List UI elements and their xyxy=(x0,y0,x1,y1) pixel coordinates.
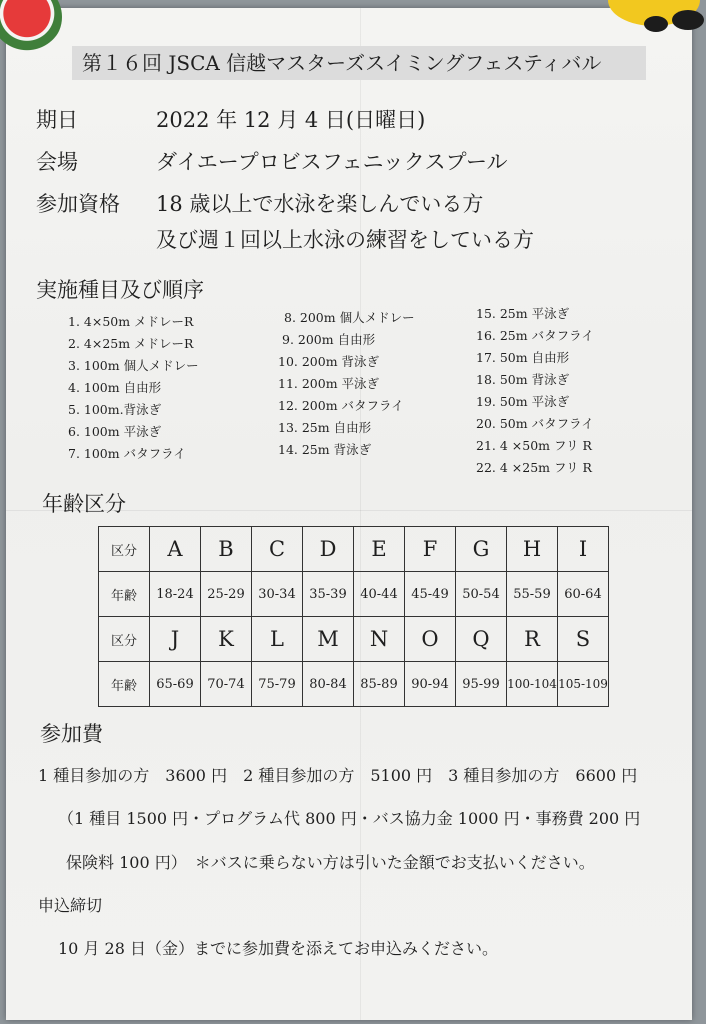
table-row xyxy=(99,527,609,572)
info-venue-value: ダイエープロビスフェニックスプール xyxy=(156,150,508,174)
category-cell: L xyxy=(252,617,303,662)
page-title: 第１６回 JSCA 信越マスターズスイミングフェスティバル xyxy=(72,46,646,80)
category-cell: B xyxy=(201,527,252,572)
category-cell: G xyxy=(456,527,507,572)
event-item: 6. 100m 平泳ぎ xyxy=(68,424,162,439)
age-range-cell: 85-89 xyxy=(354,662,405,707)
fee-line-3: 保険料 100 円） ＊バスに乗らない方は引いた金額でお支払いください。 xyxy=(66,853,595,872)
age-range-cell: 25-29 xyxy=(201,572,252,617)
events-heading: 実施種目及び順序 xyxy=(36,278,204,302)
event-item: 15. 25m 平泳ぎ xyxy=(476,306,570,321)
event-item: 14. 25m 背泳ぎ xyxy=(278,442,372,457)
category-cell: I xyxy=(558,527,609,572)
category-cell: Q xyxy=(456,617,507,662)
age-range-cell: 60-64 xyxy=(558,572,609,617)
category-cell: N xyxy=(354,617,405,662)
table-row-header: 年齢 xyxy=(99,572,150,617)
event-item: 13. 25m 自由形 xyxy=(278,420,372,435)
table-row-header: 区分 xyxy=(99,617,150,662)
category-cell: C xyxy=(252,527,303,572)
age-range-cell: 70-74 xyxy=(201,662,252,707)
table-row xyxy=(99,662,609,707)
category-cell: A xyxy=(150,527,201,572)
category-cell: R xyxy=(507,617,558,662)
info-venue-label: 会場 xyxy=(36,150,78,174)
age-range-cell: 50-54 xyxy=(456,572,507,617)
table-row xyxy=(99,572,609,617)
age-range-cell: 30-34 xyxy=(252,572,303,617)
event-item: 5. 100m.背泳ぎ xyxy=(68,402,162,417)
event-item: 4. 100m 自由形 xyxy=(68,380,162,395)
category-cell: F xyxy=(405,527,456,572)
category-cell: E xyxy=(354,527,405,572)
event-item: 16. 25m バタフライ xyxy=(476,328,594,343)
fee-line-2: （1 種目 1500 円・プログラム代 800 円・バス協力金 1000 円・事務費 200 円 xyxy=(58,809,641,828)
age-category-table xyxy=(98,526,609,707)
table-row xyxy=(99,617,609,662)
event-item: 10. 200m 背泳ぎ xyxy=(278,354,380,369)
event-item: 3. 100m 個人メドレー xyxy=(68,358,199,373)
info-date-value: 2022 年 12 月 4 日(日曜日) xyxy=(156,108,426,132)
age-range-cell: 18-24 xyxy=(150,572,201,617)
age-range-cell: 75-79 xyxy=(252,662,303,707)
event-item: 7. 100m バタフライ xyxy=(68,446,186,461)
age-range-cell: 40-44 xyxy=(354,572,405,617)
event-item: 8. 200m 個人メドレー xyxy=(284,310,415,325)
fee-line-1: 1 種目参加の方 3600 円 2 種目参加の方 5100 円 3 種目参加の方 6600 円 xyxy=(38,766,638,785)
event-item: 18. 50m 背泳ぎ xyxy=(476,372,570,387)
info-qualification-value: 18 歳以上で水泳を楽しんでいる方 xyxy=(156,192,484,216)
age-range-cell: 35-39 xyxy=(303,572,354,617)
event-item: 21. 4 ×50m フリ R xyxy=(476,438,592,453)
event-item: 2. 4×25m メドレーR xyxy=(68,336,194,351)
age-range-cell: 90-94 xyxy=(405,662,456,707)
age-heading: 年齢区分 xyxy=(42,492,126,516)
age-range-cell: 45-49 xyxy=(405,572,456,617)
event-item: 17. 50m 自由形 xyxy=(476,350,570,365)
info-date-label: 期日 xyxy=(36,108,78,132)
event-item: 1. 4×50m メドレーR xyxy=(68,314,194,329)
deadline-heading: 申込締切 xyxy=(38,896,103,915)
table-row-header: 区分 xyxy=(99,527,150,572)
category-cell: D xyxy=(303,527,354,572)
event-item: 19. 50m 平泳ぎ xyxy=(476,394,570,409)
qualification-line-2: 及び週１回以上水泳の練習をしている方 xyxy=(156,228,534,252)
category-cell: S xyxy=(558,617,609,662)
event-item: 11. 200m 平泳ぎ xyxy=(278,376,380,391)
event-item: 12. 200m バタフライ xyxy=(278,398,404,413)
event-item: 22. 4 ×25m フリ R xyxy=(476,460,592,475)
deadline-text: 10 月 28 日（金）までに参加費を添えてお申込みください。 xyxy=(58,939,498,958)
age-range-cell: 55-59 xyxy=(507,572,558,617)
fee-heading: 参加費 xyxy=(40,722,103,746)
category-cell: H xyxy=(507,527,558,572)
category-cell: K xyxy=(201,617,252,662)
age-range-cell: 95-99 xyxy=(456,662,507,707)
event-item: 20. 50m バタフライ xyxy=(476,416,594,431)
category-cell: J xyxy=(150,617,201,662)
category-cell: M xyxy=(303,617,354,662)
age-range-cell: 100-104 xyxy=(507,662,558,707)
event-item: 9. 200m 自由形 xyxy=(282,332,376,347)
age-range-cell: 65-69 xyxy=(150,662,201,707)
table-row-header: 年齢 xyxy=(99,662,150,707)
duck-magnet-icon xyxy=(592,0,706,42)
age-range-cell: 80-84 xyxy=(303,662,354,707)
age-range-cell: 105-109 xyxy=(558,662,609,707)
info-qualification-label: 参加資格 xyxy=(36,192,120,216)
category-cell: O xyxy=(405,617,456,662)
